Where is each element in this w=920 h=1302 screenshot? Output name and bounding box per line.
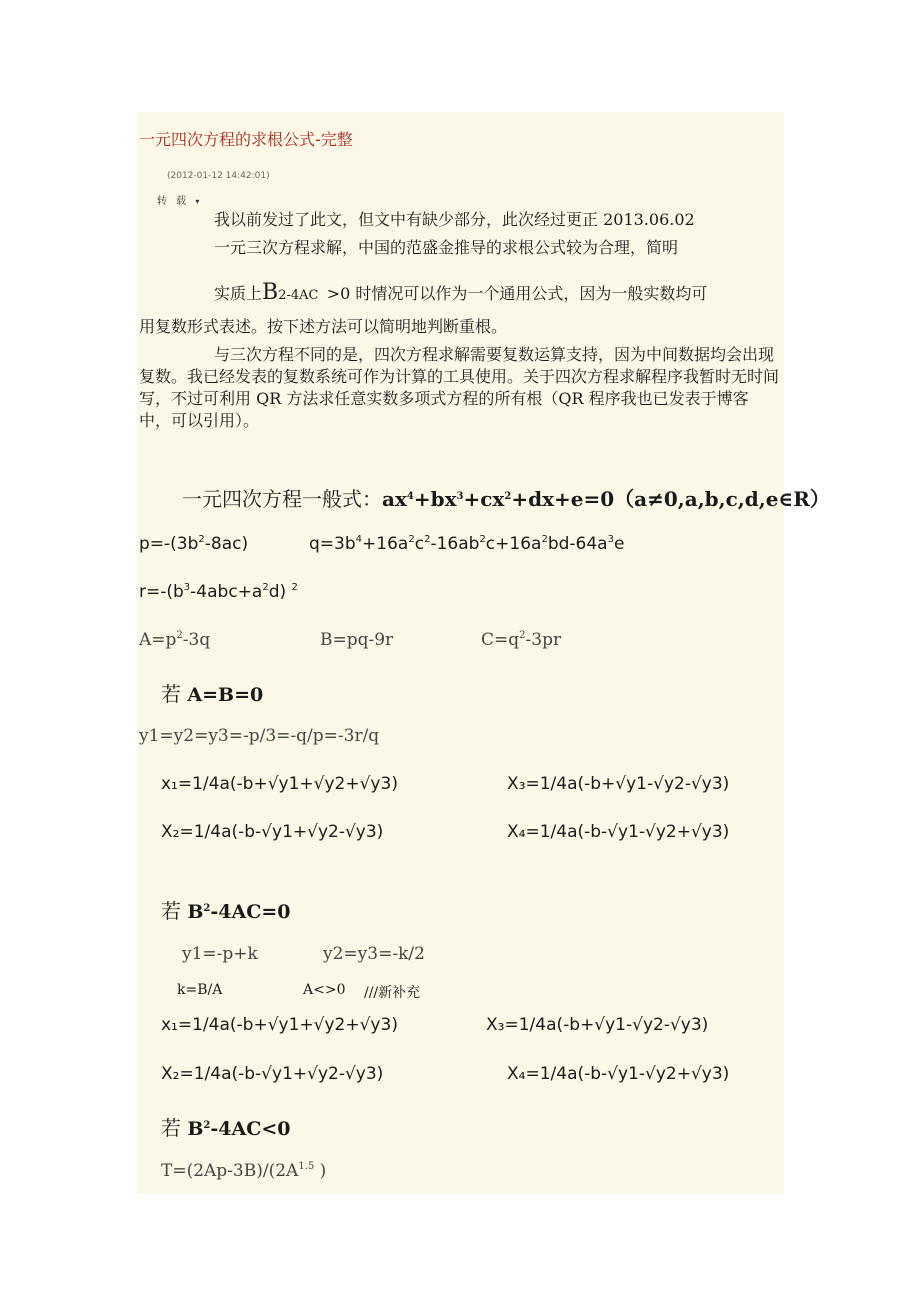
intro-line-3-b: B	[262, 280, 279, 305]
case2-x1: x₁=1/4a(-b+√y1+√y2+√y3)	[161, 1015, 398, 1035]
case1-y: y1=y2=y3=-p/3=-q/p=-3r/q	[139, 726, 380, 746]
def-p: $p=-(3b^2-8ac)$	[139, 534, 249, 554]
case2-note: ///新补充	[364, 985, 421, 1001]
case3-heading	[161, 1112, 291, 1141]
case1-label: 若	[161, 682, 181, 706]
case1-x1: x₁=1/4a(-b+√y1+√y2+√y3)	[161, 774, 398, 794]
case2-x2: X₂=1/4a(-b-√y1+√y2-√y3)	[161, 1064, 384, 1084]
case2-cond: $B^2-4AC=0$	[187, 901, 291, 923]
case1-cond: A=B=0	[187, 684, 264, 706]
article-title[interactable]: 一元四次方程的求根公式-完整	[139, 130, 353, 149]
intro-line-1: 我以前发过了此文，但文中有缺少部分，此次经过更正 2013.06.02	[214, 210, 695, 229]
case1-x4: X₄=1/4a(-b-√y1-√y2+√y3)	[507, 822, 730, 842]
case3-label: 若	[161, 1116, 181, 1140]
intro-line-3	[214, 282, 707, 307]
case2-a-ne: A<>0	[303, 982, 346, 998]
general-form	[182, 483, 830, 512]
intro-line-2: 一元三次方程求解，中国的范盛金推导的求根公式较为合理，简明	[214, 238, 679, 257]
case3-cond: $B^2-4AC<0$	[187, 1118, 291, 1140]
dropdown-arrow-icon[interactable]: ▾	[195, 197, 203, 206]
repost-tag[interactable]	[157, 192, 202, 207]
intro-line-3-mid: 2-4AC	[278, 288, 319, 303]
general-form-equation: $ax^4+bx^3+cx^2+dx+e=0$	[382, 487, 615, 511]
repost-label: 转 载	[157, 196, 190, 207]
def-q: $q=3b^4+16a^2c^2-16ab^2c+16a^2bd-64a^3e$	[309, 534, 625, 554]
case2-x4: X₄=1/4a(-b-√y1-√y2+√y3)	[507, 1064, 730, 1084]
case2-x3: X₃=1/4a(-b+√y1-√y2-√y3)	[486, 1015, 709, 1035]
case2-y23: y2=y3=-k/2	[323, 944, 425, 964]
intro-line-3-pre: 实质上	[214, 284, 263, 303]
def-A: $A=p^2-3q$	[139, 630, 211, 650]
article-panel	[137, 112, 830, 1194]
case2-label: 若	[161, 899, 181, 923]
case2-heading	[161, 895, 291, 924]
case2-y1: y1=-p+k	[182, 944, 258, 964]
case3-T: $T=(2Ap-3B)/(2A^{1.5}$ )	[161, 1161, 327, 1181]
def-B: B=pq-9r	[320, 630, 394, 650]
case1-x3: X₃=1/4a(-b+√y1-√y2-√y3)	[507, 774, 730, 794]
case1-x2: X₂=1/4a(-b-√y1+√y2-√y3)	[161, 822, 384, 842]
general-form-label: 一元四次方程一般式：	[182, 487, 382, 511]
general-form-condition: （a≠0,a,b,c,d,e∈R）	[614, 487, 830, 511]
intro-line-4: 用复数形式表述。按下述方法可以简明地判断重根。	[139, 317, 508, 336]
def-C: $C=q^2-3pr$	[481, 630, 562, 650]
intro-paragraph-5: 与三次方程不同的是，四次方程求解需要复数运算支持，因为中间数据均会出现复数。我已经发表的复数系统可作为计算的工具使用。关于四次方程求解程序我暂时无时间写，不过可利用 QR 方法求任意实数多项式方程的所有根（QR 程序我也已发表于博客中，可以引用）。	[139, 345, 780, 430]
intro-line-3-post: >0 时情况可以作为一个通用公式，因为一般实数均可	[326, 284, 708, 303]
case2-k: k=B/A	[177, 982, 223, 998]
def-r: $r=-(b^3-4abc+a^2d)$ $^2$	[139, 582, 298, 602]
case1-heading	[161, 678, 263, 707]
article-date: (2012-01-12 14:42:01)	[167, 171, 270, 181]
